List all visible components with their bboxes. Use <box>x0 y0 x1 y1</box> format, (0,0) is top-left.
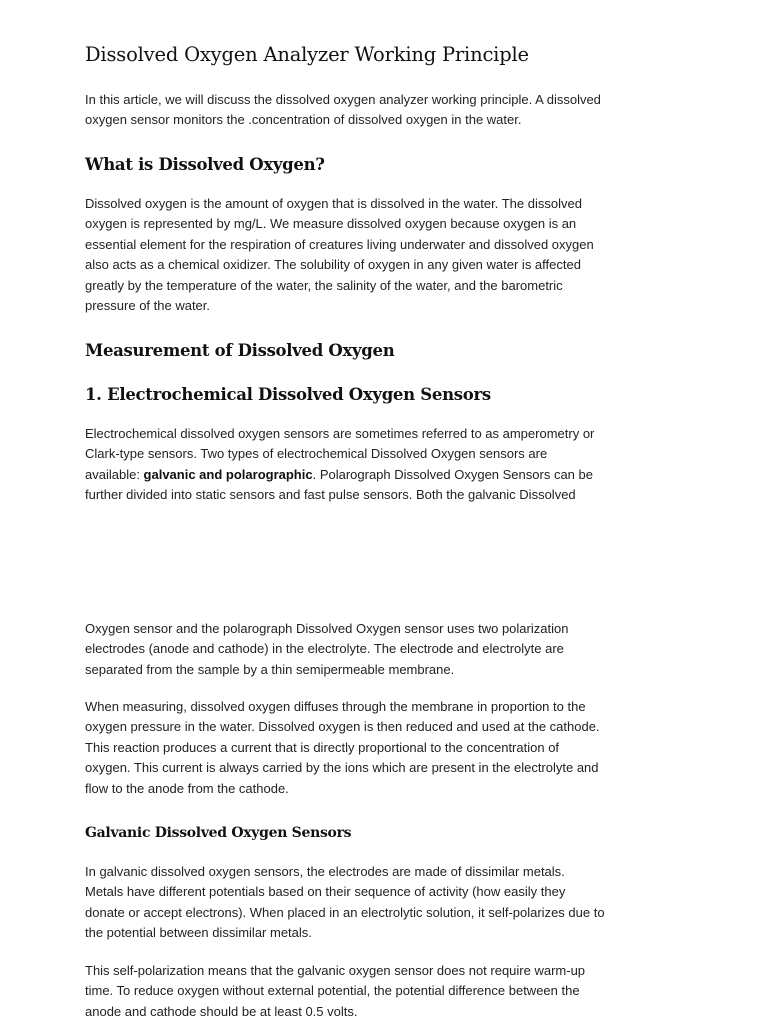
electrochemical-text-start: Electrochemical dissolved oxygen sensors are sometimes referred to as amperometry or Clark-type sensors. Two types of electrochemical Dissolved Oxygen sensors are available: <box>85 426 595 482</box>
heading-electrochemical-sensors: 1. Electrochemical Dissolved Oxygen Sensors <box>85 385 491 404</box>
electrochemical-paragraph-1 <box>85 424 605 506</box>
intro-paragraph: In this article, we will discuss the dissolved oxygen analyzer working principle. A dissolved oxygen sensor monitors the .concentration of dissolved oxygen in the water. <box>85 92 601 128</box>
galvanic-paragraph-1: In galvanic dissolved oxygen sensors, the electrodes are made of dissimilar metals. Metals have different potentials based on their sequence of activity (how easily they donate or accept electrons). When placed in an electrolytic solution, it self-polarizes due to the potential between dissimilar metals. <box>85 864 605 941</box>
electrochemical-paragraph-2: Oxygen sensor and the polarograph Dissolved Oxygen sensor uses two polarization electrodes (anode and cathode) in the electrolyte. The electrode and electrolyte are separated from the sample by a thin semipermeable membrane. <box>85 621 569 677</box>
galvanic-paragraph-2: This self-polarization means that the galvanic oxygen sensor does not require warm-up time. To reduce oxygen without external potential, the potential difference between the anode and cathode should be at least 0.5 volts. <box>85 963 586 1019</box>
heading-measurement: Measurement of Dissolved Oxygen <box>85 341 395 360</box>
what-is-dissolved-oxygen-paragraph: Dissolved oxygen is the amount of oxygen that is dissolved in the water. The dissolved oxygen is represented by mg/L. We measure dissolved oxygen because oxygen is an essential element for the respiration of creatures living underwater and dissolved oxygen also acts as a chemical oxidizer. The solubility of oxygen in any given water is affected greatly by the temperature of the water, the salinity of the water, and the barometric pressure of the water. <box>85 196 594 314</box>
sensor-types-emphasis: galvanic and polarographic <box>143 466 313 482</box>
heading-galvanic-sensors: Galvanic Dissolved Oxygen Sensors <box>85 825 352 841</box>
electrochemical-paragraph-3: When measuring, dissolved oxygen diffuses through the membrane in proportion to the oxygen pressure in the water. Dissolved oxygen is then reduced and used at the cathode. This reaction produces a current that is directly proportional to the concentration of oxygen. This current is always carried by the ions which are present in the electrolyte and flow to the anode from the cathode. <box>85 699 600 796</box>
page-title: Dissolved Oxygen Analyzer Working Principle <box>85 43 529 66</box>
heading-what-is-dissolved-oxygen: What is Dissolved Oxygen? <box>85 155 325 174</box>
electrochemical-text-end: . Polarograph Dissolved Oxygen Sensors can be further divided into static sensors and fast pulse sensors. Both the galvanic Dissolved <box>85 466 593 503</box>
